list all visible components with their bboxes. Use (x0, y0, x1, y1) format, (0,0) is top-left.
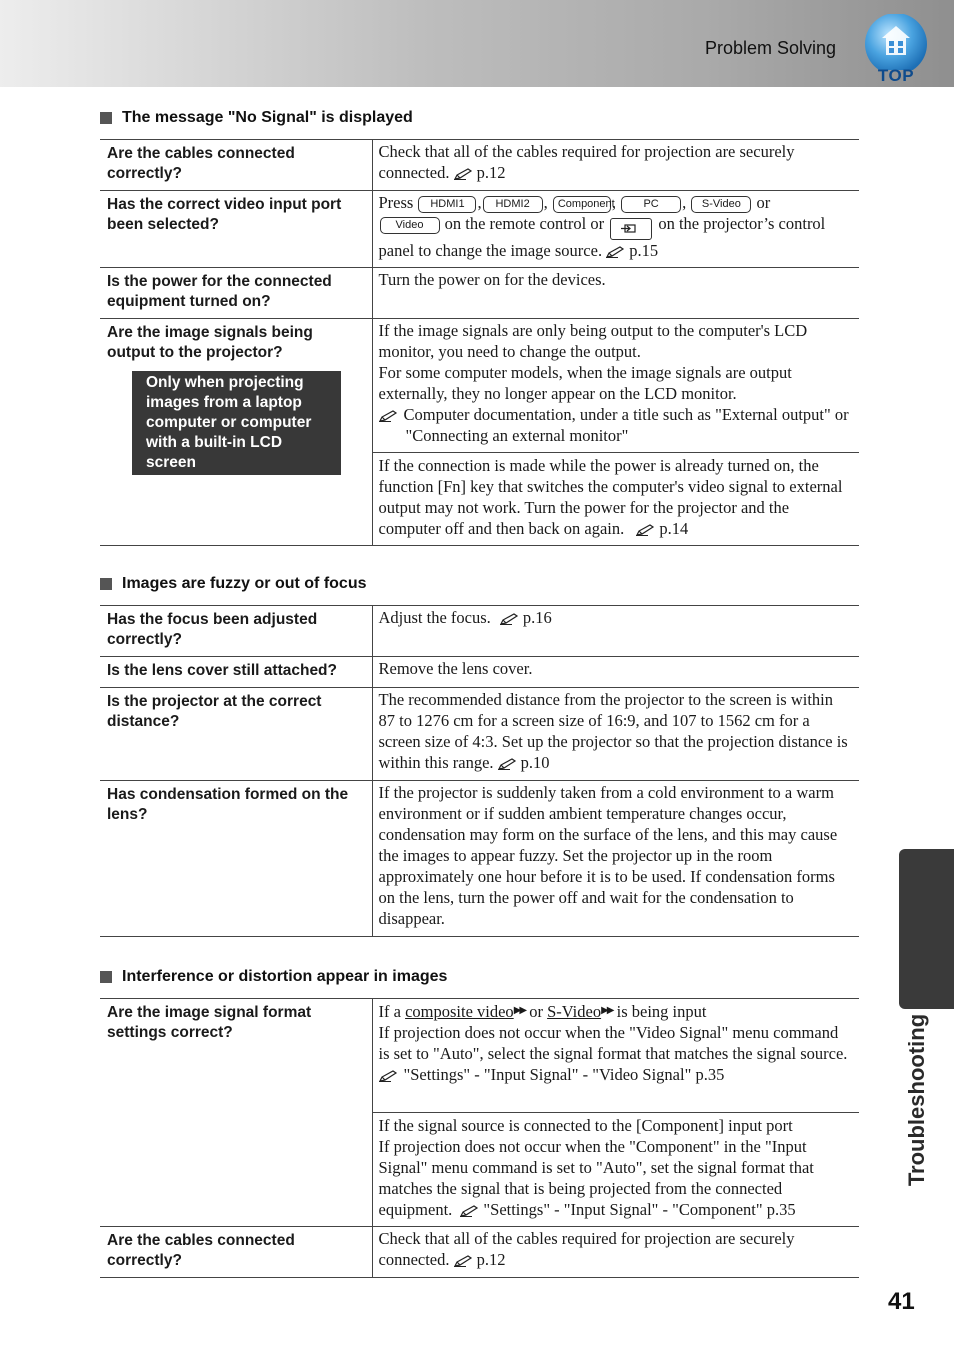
glossary-link-s-video[interactable]: S-Video (547, 1002, 602, 1021)
answer-cell (372, 453, 859, 546)
question-cell: Are the image signal format settings correct? (100, 999, 372, 1227)
reference-text: "Settings" - "Input Signal" - "Video Signal" p.35 (403, 1065, 725, 1084)
page-reference[interactable] (628, 519, 688, 538)
answer-text: Adjust the focus. (378, 608, 491, 627)
answer-cell (372, 606, 859, 657)
answer-text: on the remote control or (444, 214, 605, 233)
bullet-square-icon (100, 112, 112, 124)
table-row (100, 191, 859, 268)
section-title: Interference or distortion appear in images (122, 968, 448, 985)
question-cell: Is the power for the connected equipment turned on? (100, 268, 372, 319)
reference-pen-icon (379, 1070, 399, 1082)
answer-cell (372, 140, 859, 191)
reference-text: Computer documentation, under a title such as "External output" or "Connecting an external monitor" (403, 405, 849, 445)
glossary-arrow-icon: ▶▶ (513, 1005, 526, 1016)
reference-text: p.10 (520, 753, 550, 772)
section-title: Images are fuzzy or out of focus (122, 575, 367, 592)
bullet-square-icon (100, 578, 112, 590)
answer-text: The recommended distance from the projector to the screen is within 87 to 1276 cm for a screen size of 16:9, and 107 to 1562 cm for a screen size of 4:3. Set up the projector so that the projection distance is within this range. (378, 690, 848, 772)
table-row (100, 268, 859, 319)
top-button[interactable] (862, 14, 930, 84)
reference-text: p.15 (629, 241, 659, 260)
chapter-side-tab[interactable] (899, 849, 954, 1009)
reference-text: "Settings" - "Input Signal" - "Component" p.35 (483, 1200, 796, 1219)
section-heading-interference (100, 968, 447, 986)
table-row (100, 319, 859, 453)
section-heading-no-signal (100, 109, 413, 127)
page-number: 41 (888, 1288, 915, 1315)
reference-pen-icon (498, 758, 518, 770)
table-row (100, 1227, 859, 1278)
answer-cell (372, 319, 859, 453)
answer-cell: Press HDMI1 , HDMI2 , Component, PC , S-Video or Video on the remote control or on the projector’s control panel to change the image source. p.15 (372, 191, 859, 268)
table-row (100, 657, 859, 688)
table-row (100, 999, 859, 1113)
source-button-icon (610, 218, 652, 240)
page-header (0, 0, 954, 87)
reference-pen-icon (454, 1255, 474, 1267)
answer-line (379, 1000, 854, 1022)
page-reference[interactable] (454, 163, 506, 182)
answer-text: If the image signals are only being output to the computer's LCD monitor, you need to change the output. (378, 321, 808, 361)
answer-text: For some computer models, when the image signals are output externally, they no longer appear on the LCD monitor. (378, 363, 792, 403)
chapter-side-label: Troubleshooting (904, 1013, 929, 1187)
component-key: Component (553, 196, 611, 213)
table-row (100, 688, 859, 781)
top-label: TOP (877, 66, 915, 85)
question-cell (100, 319, 372, 546)
no-signal-table (100, 139, 859, 546)
interference-table (100, 998, 859, 1278)
answer-text: Check that all of the cables required for projection are securely connected. (378, 142, 795, 182)
answer-text: If the connection is made while the power is already turned on, the function [Fn] key that switches the computer's video signal to external output may not work. Turn the power for the projector and the computer off and then back on again. (378, 456, 843, 538)
table-row (100, 606, 859, 657)
reference-note[interactable] (379, 1064, 854, 1085)
reference-pen-icon (636, 524, 656, 536)
glossary-link-composite-video[interactable]: composite video (405, 1002, 514, 1021)
answer-cell (372, 688, 859, 781)
answer-cell (372, 999, 859, 1113)
bullet-square-icon (100, 971, 112, 983)
pc-key: PC (621, 196, 681, 213)
answer-cell: If the projector is suddenly taken from a cold environment to a warm environment or if sudden ambient temperature changes occur, condensation may form on the surface of the lens, and this may cause the images to appear fuzzy. Set the projector up in the room approximately one hour before it is to be used. If condensation forms on the lens, turn the power off and wait for the condensation to disappear. (372, 781, 859, 937)
answer-cell: Remove the lens cover. (372, 657, 859, 688)
hdmi1-key: HDMI1 (418, 196, 476, 213)
reference-text: p.14 (659, 519, 689, 538)
question-cell: Has condensation formed on the lens? (100, 781, 372, 937)
table-row (100, 781, 859, 937)
question-cell: Has the focus been adjusted correctly? (100, 606, 372, 657)
answer-text: on the projector’s control panel to change the image source. (378, 214, 826, 260)
section-title: The message "No Signal" is displayed (122, 109, 413, 126)
question-cell: Are the cables connected correctly? (100, 140, 372, 191)
page-reference[interactable] (606, 241, 658, 260)
page-reference[interactable] (454, 1250, 506, 1269)
section-heading-fuzzy (100, 575, 366, 593)
page-reference[interactable] (495, 608, 552, 627)
reference-pen-icon (500, 613, 520, 625)
question-cell: Is the projector at the correct distance? (100, 688, 372, 781)
hdmi2-key: HDMI2 (483, 196, 543, 213)
answer-text: If a (378, 1002, 401, 1021)
answer-cell (372, 1113, 859, 1227)
table-row (100, 140, 859, 191)
video-key: Video (380, 217, 440, 234)
chapter-title: Problem Solving (705, 38, 837, 58)
reference-note (379, 404, 854, 446)
condition-note: Only when projecting images from a laptop computer or computer with a built-in LCD screen (132, 371, 341, 475)
reference-pen-icon (606, 246, 626, 258)
answer-text: Check that all of the cables required for projection are securely connected. (378, 1229, 795, 1269)
reference-text: p.16 (522, 608, 552, 627)
answer-text: is being input (616, 1002, 707, 1021)
reference-pen-icon (460, 1205, 480, 1217)
answer-text: or (756, 193, 771, 212)
answer-cell (372, 1227, 859, 1278)
question-text: Are the image signals being output to the projector? (107, 324, 313, 361)
question-cell: Is the lens cover still attached? (100, 657, 372, 688)
question-cell: Are the cables connected correctly? (100, 1227, 372, 1278)
s-video-key: S-Video (691, 196, 751, 213)
glossary-arrow-icon: ▶▶ (601, 1005, 613, 1016)
answer-text: or (529, 1002, 543, 1021)
answer-cell: Turn the power on for the devices. (372, 268, 859, 319)
question-cell: Has the correct video input port been selected? (100, 191, 372, 268)
page-reference[interactable] (498, 753, 550, 772)
reference-pen-icon (454, 168, 474, 180)
answer-text: If projection does not occur when the "Video Signal" menu command is set to "Auto", select the signal format that matches the signal source. (378, 1023, 848, 1063)
reference-pen-icon (379, 410, 399, 422)
reference-text: p.12 (476, 1250, 506, 1269)
answer-text: If projection does not occur when the "Component" in the "Input Signal" menu command is set to "Auto", set the signal format that matches the signal that is being projected from the connected equipment. (378, 1137, 814, 1219)
page-reference[interactable] (456, 1200, 795, 1219)
home-icon (862, 14, 930, 70)
fuzzy-images-table (100, 605, 859, 937)
answer-text: Press (378, 193, 414, 212)
answer-text: If the signal source is connected to the [Component] input port (378, 1116, 793, 1135)
reference-text: p.12 (476, 163, 506, 182)
